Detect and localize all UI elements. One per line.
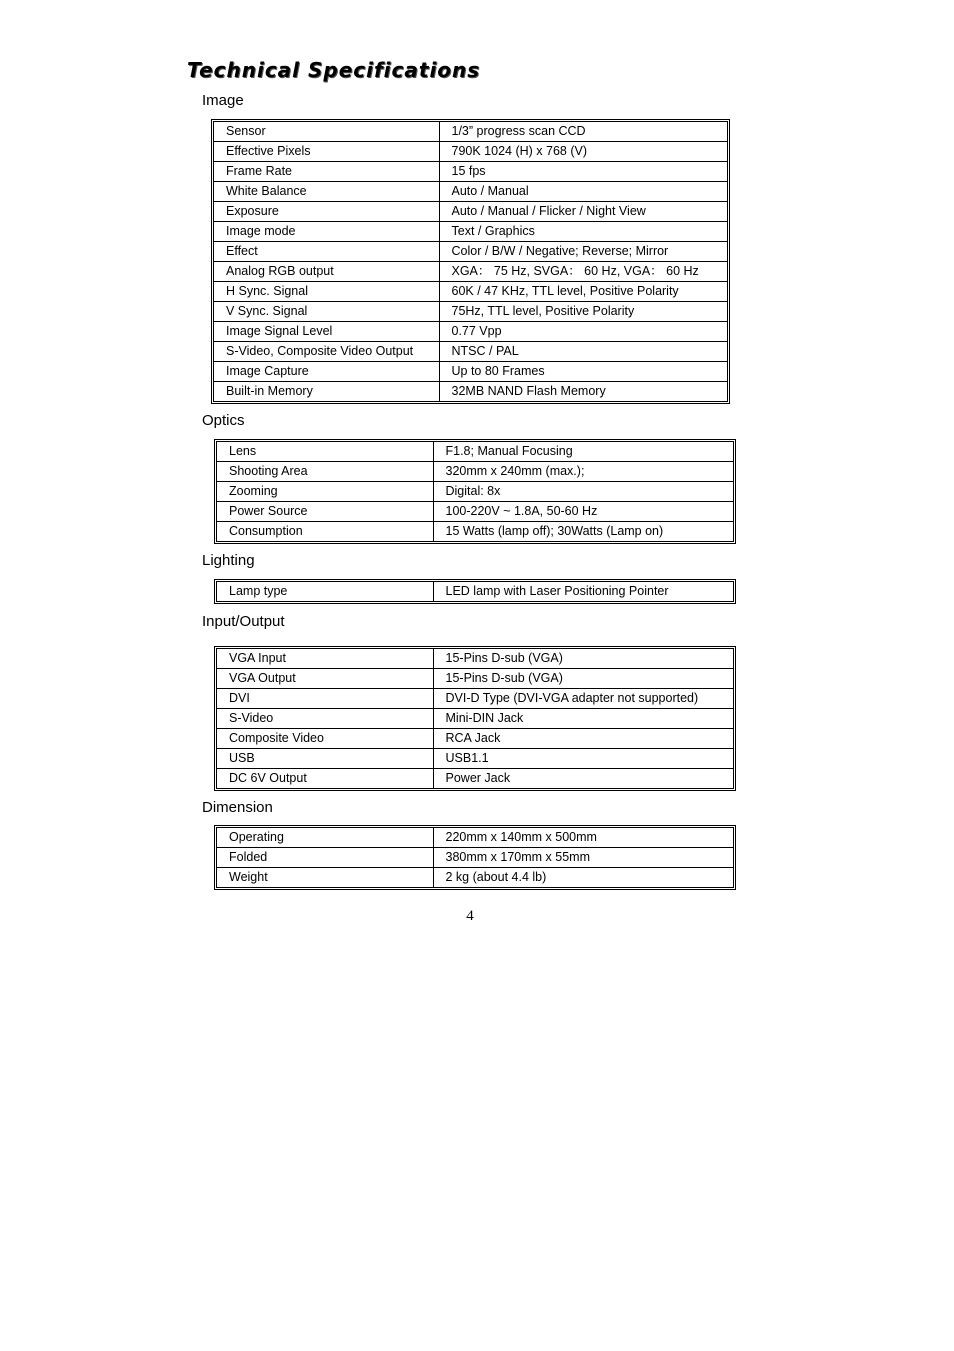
- spec-value: USB1.1: [433, 749, 733, 769]
- spec-label: H Sync. Signal: [214, 282, 439, 302]
- table-row: [214, 302, 727, 322]
- table-row: [217, 769, 733, 789]
- spec-table-optics: [214, 439, 736, 544]
- spec-value: XGA： 75 Hz, SVGA： 60 Hz, VGA： 60 Hz: [439, 262, 727, 282]
- spec-value: 320mm x 240mm (max.);: [433, 462, 733, 482]
- spec-value: 15-Pins D-sub (VGA): [433, 649, 733, 669]
- spec-label: Composite Video: [217, 729, 433, 749]
- spec-value: Color / B/W / Negative; Reverse; Mirror: [439, 242, 727, 262]
- section-heading-lighting: Lighting: [202, 552, 255, 569]
- table-row: [214, 242, 727, 262]
- spec-value: Up to 80 Frames: [439, 362, 727, 382]
- spec-table-dimension: [214, 825, 736, 890]
- table-row: [214, 142, 727, 162]
- spec-label: Folded: [217, 848, 433, 868]
- spec-label: White Balance: [214, 182, 439, 202]
- spec-value: DVI-D Type (DVI-VGA adapter not supported): [433, 689, 733, 709]
- spec-value: RCA Jack: [433, 729, 733, 749]
- spec-label: Zooming: [217, 482, 433, 502]
- table-row: [217, 482, 733, 502]
- table-row: [217, 868, 733, 888]
- spec-label: Operating: [217, 828, 433, 848]
- spec-label: S-Video, Composite Video Output: [214, 342, 439, 362]
- table-row: [214, 362, 727, 382]
- spec-label: Lens: [217, 442, 433, 462]
- spec-value: 32MB NAND Flash Memory: [439, 382, 727, 402]
- spec-value: 790K 1024 (H) x 768 (V): [439, 142, 727, 162]
- table-row: [217, 442, 733, 462]
- table-row: [217, 582, 733, 601]
- spec-value: 75Hz, TTL level, Positive Polarity: [439, 302, 727, 322]
- section-heading-input-output: Input/Output: [202, 613, 285, 630]
- spec-table-lighting: [214, 579, 736, 604]
- spec-label: USB: [217, 749, 433, 769]
- table-row: [214, 182, 727, 202]
- spec-value: 2 kg (about 4.4 lb): [433, 868, 733, 888]
- table-row: [214, 382, 727, 402]
- spec-value: Digital: 8x: [433, 482, 733, 502]
- table-row: [214, 162, 727, 182]
- spec-label: S-Video: [217, 709, 433, 729]
- spec-value: 15 fps: [439, 162, 727, 182]
- page-title: Technical Specifications: [187, 58, 481, 82]
- spec-value: F1.8; Manual Focusing: [433, 442, 733, 462]
- spec-label: V Sync. Signal: [214, 302, 439, 322]
- table-row: [217, 522, 733, 542]
- spec-label: Frame Rate: [214, 162, 439, 182]
- table-row: [217, 729, 733, 749]
- spec-label: Weight: [217, 868, 433, 888]
- spec-table-image: [211, 119, 730, 404]
- section-heading-optics: Optics: [202, 412, 245, 429]
- spec-label: Analog RGB output: [214, 262, 439, 282]
- table-row: [217, 828, 733, 848]
- table-row: [217, 689, 733, 709]
- spec-label: Effect: [214, 242, 439, 262]
- spec-label: Built-in Memory: [214, 382, 439, 402]
- spec-label: Sensor: [214, 122, 439, 142]
- table-row: [214, 202, 727, 222]
- table-row: [217, 462, 733, 482]
- spec-label: DVI: [217, 689, 433, 709]
- spec-value: 15-Pins D-sub (VGA): [433, 669, 733, 689]
- spec-value: 100-220V ~ 1.8A, 50-60 Hz: [433, 502, 733, 522]
- spec-value: LED lamp with Laser Positioning Pointer: [433, 582, 733, 601]
- spec-table-input-output: [214, 646, 736, 791]
- table-row: [214, 222, 727, 242]
- spec-value: Text / Graphics: [439, 222, 727, 242]
- spec-value: 15 Watts (lamp off); 30Watts (Lamp on): [433, 522, 733, 542]
- spec-label: Exposure: [214, 202, 439, 222]
- spec-value: 220mm x 140mm x 500mm: [433, 828, 733, 848]
- spec-value: 0.77 Vpp: [439, 322, 727, 342]
- table-row: [214, 122, 727, 142]
- table-row: [214, 322, 727, 342]
- table-row: [214, 262, 727, 282]
- table-row: [214, 342, 727, 362]
- spec-label: Shooting Area: [217, 462, 433, 482]
- spec-label: Power Source: [217, 502, 433, 522]
- spec-label: VGA Input: [217, 649, 433, 669]
- spec-label: DC 6V Output: [217, 769, 433, 789]
- section-heading-image: Image: [202, 92, 244, 109]
- spec-label: Image Capture: [214, 362, 439, 382]
- spec-label: Lamp type: [217, 582, 433, 601]
- table-row: [217, 749, 733, 769]
- spec-label: Consumption: [217, 522, 433, 542]
- spec-label: Image Signal Level: [214, 322, 439, 342]
- spec-value: NTSC / PAL: [439, 342, 727, 362]
- spec-label: Image mode: [214, 222, 439, 242]
- table-row: [217, 649, 733, 669]
- spec-value: 380mm x 170mm x 55mm: [433, 848, 733, 868]
- spec-value: Mini-DIN Jack: [433, 709, 733, 729]
- spec-label: Effective Pixels: [214, 142, 439, 162]
- table-row: [217, 709, 733, 729]
- table-row: [214, 282, 727, 302]
- table-row: [217, 669, 733, 689]
- spec-value: Power Jack: [433, 769, 733, 789]
- spec-value: 60K / 47 KHz, TTL level, Positive Polarity: [439, 282, 727, 302]
- table-row: [217, 848, 733, 868]
- section-heading-dimension: Dimension: [202, 799, 273, 816]
- table-row: [217, 502, 733, 522]
- spec-label: VGA Output: [217, 669, 433, 689]
- page-number: 4: [466, 908, 474, 924]
- spec-value: Auto / Manual / Flicker / Night View: [439, 202, 727, 222]
- spec-value: Auto / Manual: [439, 182, 727, 202]
- spec-value: 1/3” progress scan CCD: [439, 122, 727, 142]
